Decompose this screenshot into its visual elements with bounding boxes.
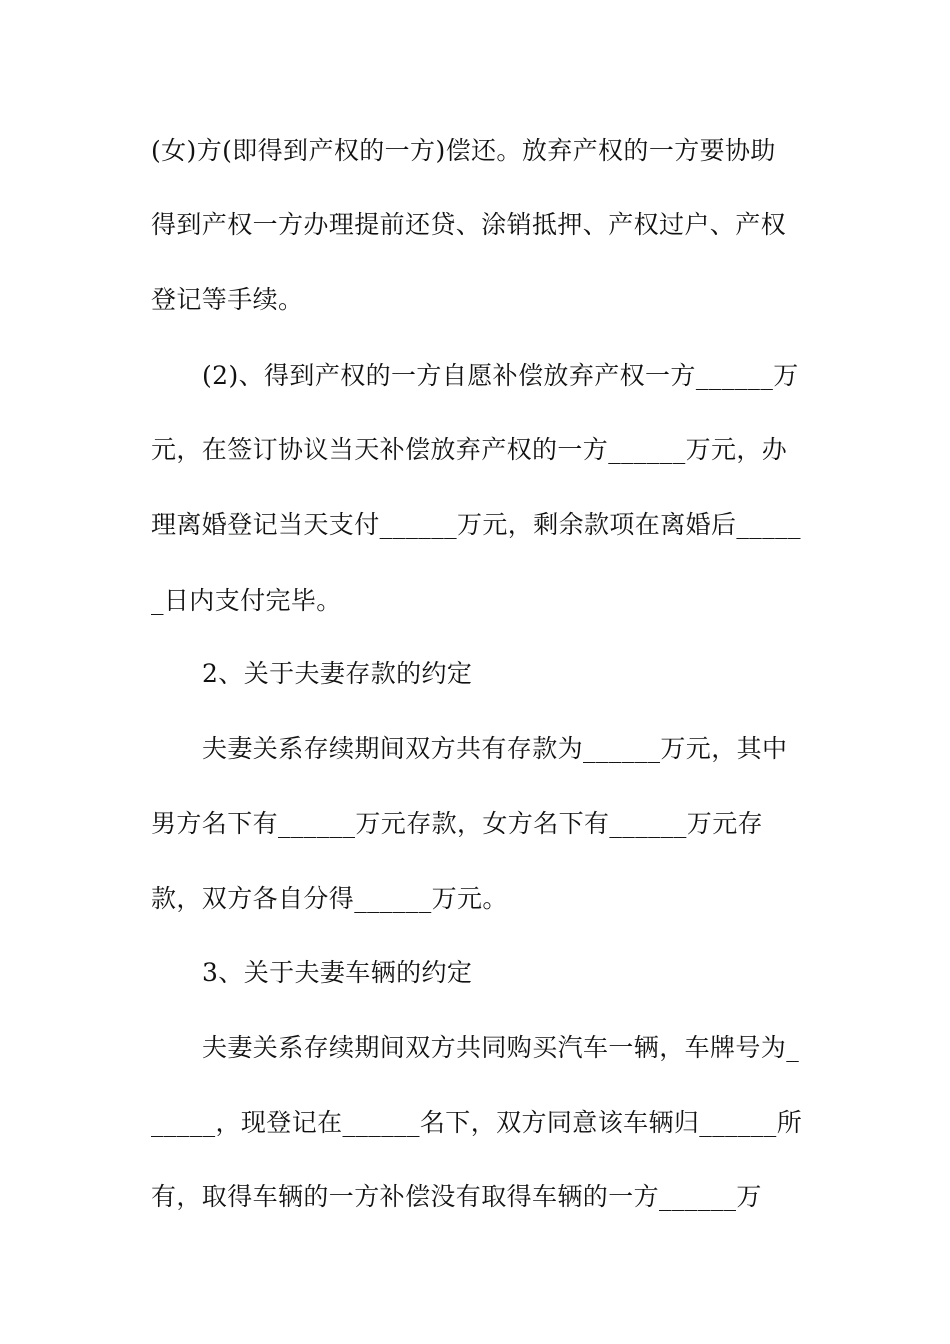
paragraph-line: 夫妻关系存续期间双方共同购买汽车一辆，车牌号为_ — [202, 1033, 800, 1062]
paragraph-line: 得到产权一方办理提前还贷、涂销抵押、产权过户、产权 — [151, 210, 787, 239]
paragraph-line: 款，双方各自分得______万元。 — [151, 884, 508, 913]
section-heading: 2、关于夫妻存款的约定 — [202, 659, 473, 688]
section-heading: 3、关于夫妻车辆的约定 — [202, 958, 473, 987]
paragraph-line: 男方名下有______万元存款，女方名下有______万元存 — [151, 809, 764, 838]
paragraph-line: (女)方(即得到产权的一方)偿还。放弃产权的一方要协助 — [151, 136, 776, 165]
paragraph-line: _日内支付完毕。 — [151, 586, 342, 615]
paragraph-line: 元，在签订协议当天补偿放弃产权的一方______万元，办 — [151, 435, 788, 464]
paragraph-line: 有，取得车辆的一方补偿没有取得车辆的一方______万 — [151, 1182, 762, 1211]
paragraph-line: 登记等手续。 — [151, 285, 304, 314]
paragraph-line: _____，现登记在______名下，双方同意该车辆归______所 — [151, 1108, 803, 1137]
paragraph-line: 理离婚登记当天支付______万元，剩余款项在离婚后_____ — [151, 510, 801, 539]
paragraph-line: 夫妻关系存续期间双方共有存款为______万元，其中 — [202, 734, 788, 763]
paragraph-line: (2)、得到产权的一方自愿补偿放弃产权一方______万 — [202, 361, 799, 390]
